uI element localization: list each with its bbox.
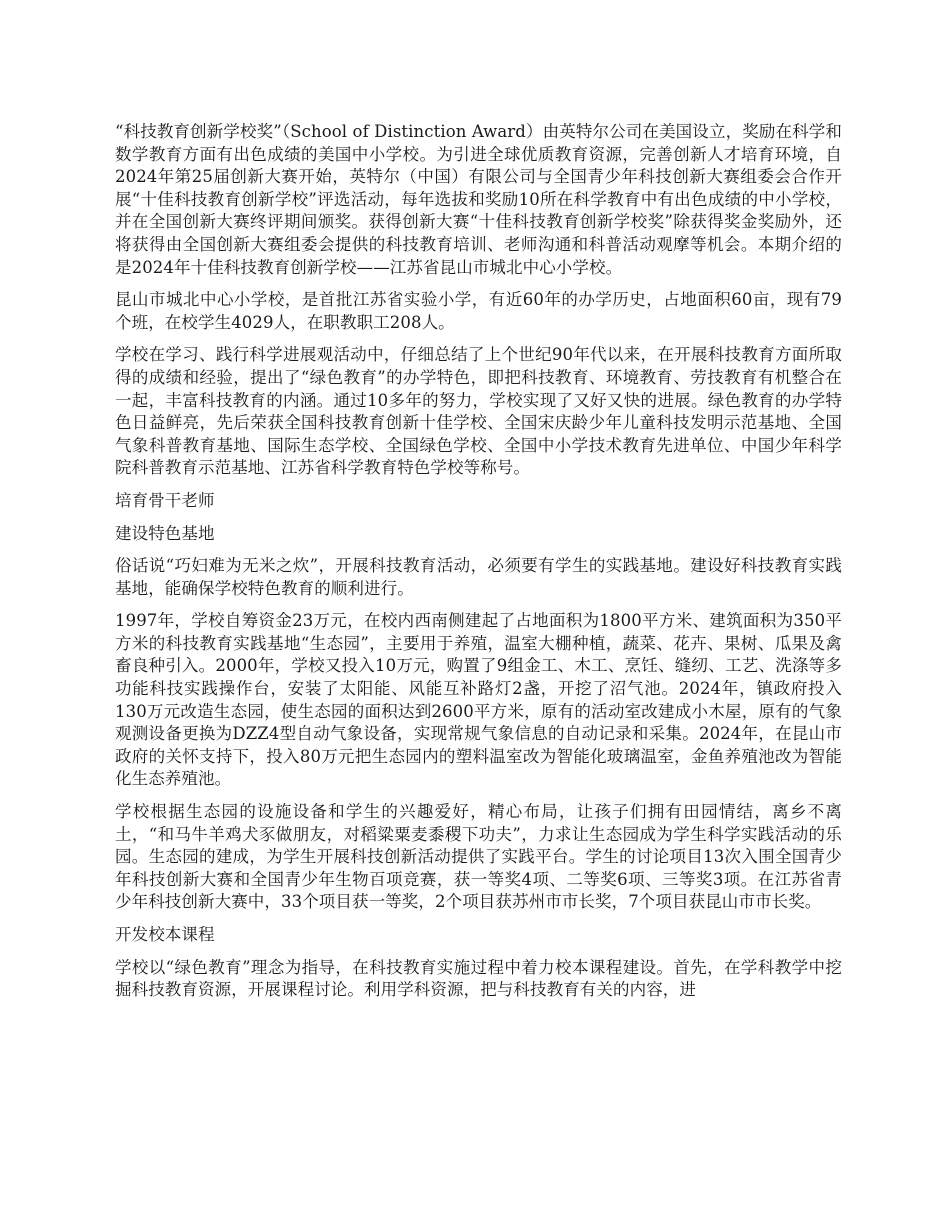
green-education-paragraph: 学校在学习、践行科学进展观活动中，仔细总结了上个世纪90年代以来，在开展科技教育方面所取得的成绩和经验，提出了“绿色教育”的办学特色，即把科技教育、环境教育、劳技教育有机整合在一起，丰富科技教育的内涵。通过10多年的努力，学校实现了又好又快的进展。绿色教育的办学特色日益鲜亮，先后荣获全国科技教育创新十佳学校、全国宋庆龄少年儿童科技发明示范基地、全国气象科普教育基地、国际生态学校、全国绿色学校、全国中小学技术教育先进单位、中国少年科学院科普教育示范基地、江苏省科学教育特色学校等称号。 bbox=[115, 345, 842, 478]
ecology-garden-history-paragraph: 1997年，学校自筹资金23万元，在校内西南侧建起了占地面积为1800平方米、建筑面积为350平方米的科技教育实践基地“生态园”，主要用于养殖，温室大棚种植，蔬菜、花卉、果树、瓜果及禽畜良种引入。2000年，学校又投入10万元，购置了9组金工、木工、烹饪、缝纫、工艺、洗涤等多功能科技实践操作台，安装了太阳能、风能互补路灯2盏，开挖了沼气池。2024年，镇政府投入130万元改造生态园，使生态园的面积达到2600平方米，原有的活动室改建成小木屋，原有的气象观测设备更换为DZZ4型自动气象设备，实现常规气象信息的自动记录和采集。2024年，在昆山市政府的关怀支持下，投入80万元把生态园内的塑料温室改为智能化玻璃温室，金鱼养殖池改为智能化生态养殖池。 bbox=[115, 611, 842, 789]
school-overview-paragraph: 昆山市城北中心小学校，是首批江苏省实验小学，有近60年的办学历史，占地面积60亩，现有79个班，在校学生4029人，在职教职工208人。 bbox=[115, 290, 842, 332]
section-heading-teachers: 培育骨干老师 bbox=[115, 490, 215, 510]
curriculum-paragraph: 学校以“绿色教育”理念为指导，在科技教育实施过程中着力校本课程建设。首先，在学科教学中挖掘科技教育资源，开展课程讨论。利用学科资源，把与科技教育有关的内容，进 bbox=[115, 957, 842, 1000]
section-heading-curriculum: 开发校本课程 bbox=[115, 925, 215, 944]
base-intro-paragraph: 俗话说“巧妇难为无米之炊”，开展科技教育活动，必须要有学生的实践基地。建设好科技教育实践基地，能确保学校特色教育的顺利进行。 bbox=[115, 556, 842, 598]
document-body bbox=[115, 121, 842, 1012]
section-heading-base: 建设特色基地 bbox=[115, 523, 215, 543]
intro-paragraph: “科技教育创新学校奖”（School of Distinction Award）由英特尔公司在美国设立，奖励在科学和数学教育方面有出色成绩的美国中小学校。为引进全球优质教育资源，完善创新人才培育环境，自2024年第25届创新大赛开始，英特尔（中国）有限公司与全国青少年科技创新大赛组委会合作开展“十佳科技教育创新学校”评选活动，每年选拔和奖励10所在科学教育中有出色成绩的中小学校，并在全国创新大赛终评期间颁奖。获得创新大赛“十佳科技教育创新学校奖”除获得奖金奖励外，还将获得由全国创新大赛组委会提供的科技教育培训、老师沟通和科普活动观摩等机会。本期介绍的是2024年十佳科技教育创新学校——江苏省昆山市城北中心小学校。 bbox=[115, 122, 842, 277]
ecology-garden-activities-paragraph: 学校根据生态园的设施设备和学生的兴趣爱好，精心布局，让孩子们拥有田园情结，离乡不离土，“和马牛羊鸡犬豕做朋友，对稻粱粟麦黍稷下功夫”，力求让生态园成为学生科学实践活动的乐园。生态园的建成，为学生开展科技创新活动提供了实践平台。学生的讨论项目13次入围全国青少年科技创新大赛和全国青少年生物百项竞赛，获一等奖4项、二等奖6项、三等奖3项。在江苏省青少年科技创新大赛中，33个项目获一等奖，2个项目获苏州市市长奖，7个项目获昆山市市长奖。 bbox=[115, 802, 842, 912]
